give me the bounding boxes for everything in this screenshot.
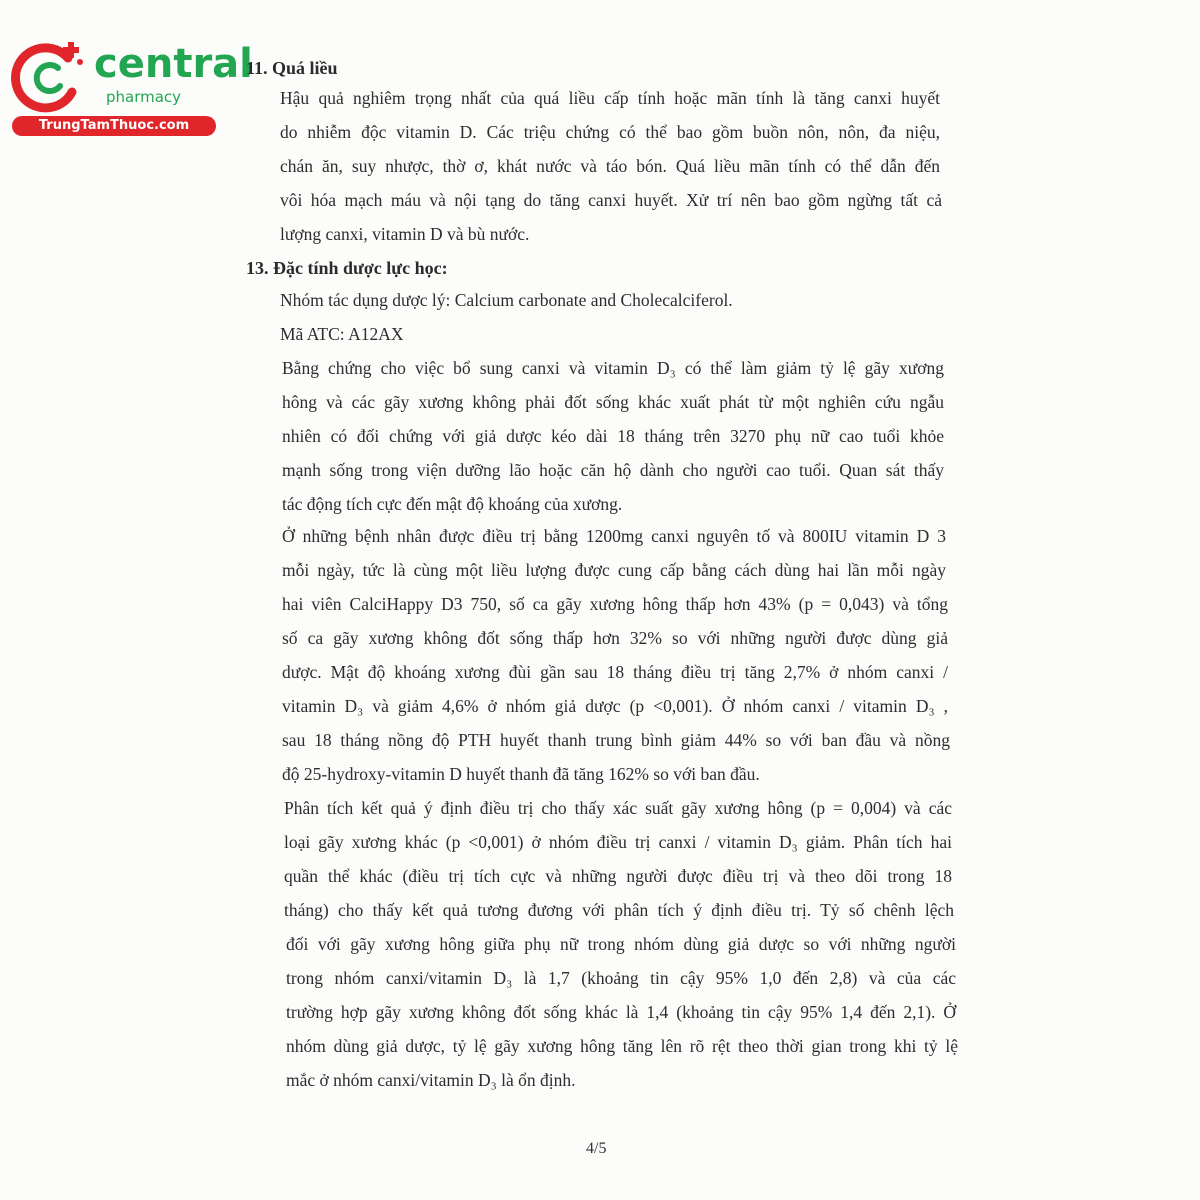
paragraph-3-line: loại gãy xương khác (p <0,001) ở nhóm điều trị canxi / vitamin D₃ giảm. Phân tích hai <box>284 832 952 852</box>
page-number: 4/5 <box>586 1140 607 1157</box>
paragraph-2-line: vitamin D₃ và giảm 4,6% ở nhóm giả dược (p <0,001). Ở nhóm canxi / vitamin D₃ , <box>282 696 948 716</box>
section-11-line: lượng canxi, vitamin D và bù nước. <box>280 224 530 244</box>
atc-code: Mã ATC: A12AX <box>280 324 404 344</box>
section-11-line: Hậu quả nghiêm trọng nhất của quá liều cấp tính hoặc mãn tính là tăng canxi huyết <box>280 88 940 108</box>
paragraph-3-line: nhóm dùng giả dược, tỷ lệ gãy xương hông tăng lên rõ rệt theo thời gian trong khi tỷ lệ <box>286 1036 958 1056</box>
paragraph-1-line: hông và các gãy xương không phải đốt sống khác xuất phát từ một nghiên cứu ngẫu <box>282 392 944 412</box>
section-11-line: vôi hóa mạch máu và nội tạng do tăng canxi huyết. Xử trí nên bao gồm ngừng tất cả <box>280 190 942 210</box>
paragraph-1-line: mạnh sống trong viện dưỡng lão hoặc căn hộ dành cho người cao tuổi. Quan sát thấy <box>282 460 944 480</box>
paragraph-2-line: Ở những bệnh nhân được điều trị bằng 1200mg canxi nguyên tố và 800IU vitamin D 3 <box>282 526 946 546</box>
logo-brand-text: central <box>94 41 253 87</box>
paragraph-1-line: tác động tích cực đến mật độ khoáng của xương. <box>282 494 623 514</box>
section-11-line: chán ăn, suy nhược, thờ ơ, khát nước và táo bón. Quá liều mãn tính có thể dẫn đến <box>280 156 940 176</box>
paragraph-3-line: đối với gãy xương hông giữa phụ nữ trong nhóm dùng giả dược so với những người <box>286 934 956 954</box>
paragraph-2-line: số ca gãy xương không đốt sống thấp hơn 32% so với những người được dùng giả <box>282 628 948 648</box>
section-11-line: do nhiễm độc vitamin D. Các triệu chứng có thể bao gồm buồn nôn, nôn, đa niệu, <box>280 122 940 142</box>
paragraph-3-line: trường hợp gãy xương không đốt sống khác là 1,4 (khoảng tin cậy 95% 1,4 đến 2,1). Ở <box>286 1002 956 1022</box>
paragraph-1-line: Bằng chứng cho việc bổ sung canxi và vitamin D₃ có thể làm giảm tỷ lệ gãy xương <box>282 358 944 378</box>
paragraph-1-line: nhiên có đối chứng với giả dược kéo dài 18 tháng trên 3270 phụ nữ cao tuổi khỏe <box>282 426 944 446</box>
logo-sub-text: pharmacy <box>106 88 182 106</box>
section-11-title: 11. Quá liều <box>246 58 338 78</box>
paragraph-3-line: trong nhóm canxi/vitamin D₃ là 1,7 (khoảng tin cậy 95% 1,0 đến 2,8) và của các <box>286 968 956 988</box>
paragraph-2-line: mỗi ngày, tức là cùng một liều lượng được cung cấp bằng cách dùng hai lần mỗi ngày <box>282 560 946 580</box>
paragraph-3-line: mắc ở nhóm canxi/vitamin D₃ là ổn định. <box>286 1070 576 1090</box>
section-13-title: 13. Đặc tính dược lực học: <box>246 258 448 278</box>
paragraph-2-line: độ 25-hydroxy-vitamin D huyết thanh đã tăng 162% so với ban đầu. <box>282 764 760 784</box>
paragraph-3-line: tháng) cho thấy kết quả tương đương với phân tích ý định điều trị. Tỷ số chênh lệch <box>284 900 954 920</box>
paragraph-2-line: hai viên CalciHappy D3 750, số ca gãy xương hông thấp hơn 43% (p = 0,043) và tổng <box>282 594 948 614</box>
paragraph-3-line: quần thể khác (điều trị tích cực và những người được điều trị và theo dõi trong 18 <box>284 866 952 886</box>
paragraph-2-line: dược. Mật độ khoáng xương đùi gần sau 18 tháng điều trị tăng 2,7% ở nhóm canxi / <box>282 662 948 682</box>
pharmacologic-group: Nhóm tác dụng dược lý: Calcium carbonate and Cholecalciferol. <box>280 290 733 310</box>
paragraph-3-line: Phân tích kết quả ý định điều trị cho thấy xác suất gãy xương hông (p = 0,004) và các <box>284 798 952 818</box>
logo-site-banner: TrungTamThuoc.com <box>12 116 216 136</box>
paragraph-2-line: sau 18 tháng nồng độ PTH huyết thanh trung bình giảm 44% so với ban đầu và nồng <box>282 730 950 750</box>
